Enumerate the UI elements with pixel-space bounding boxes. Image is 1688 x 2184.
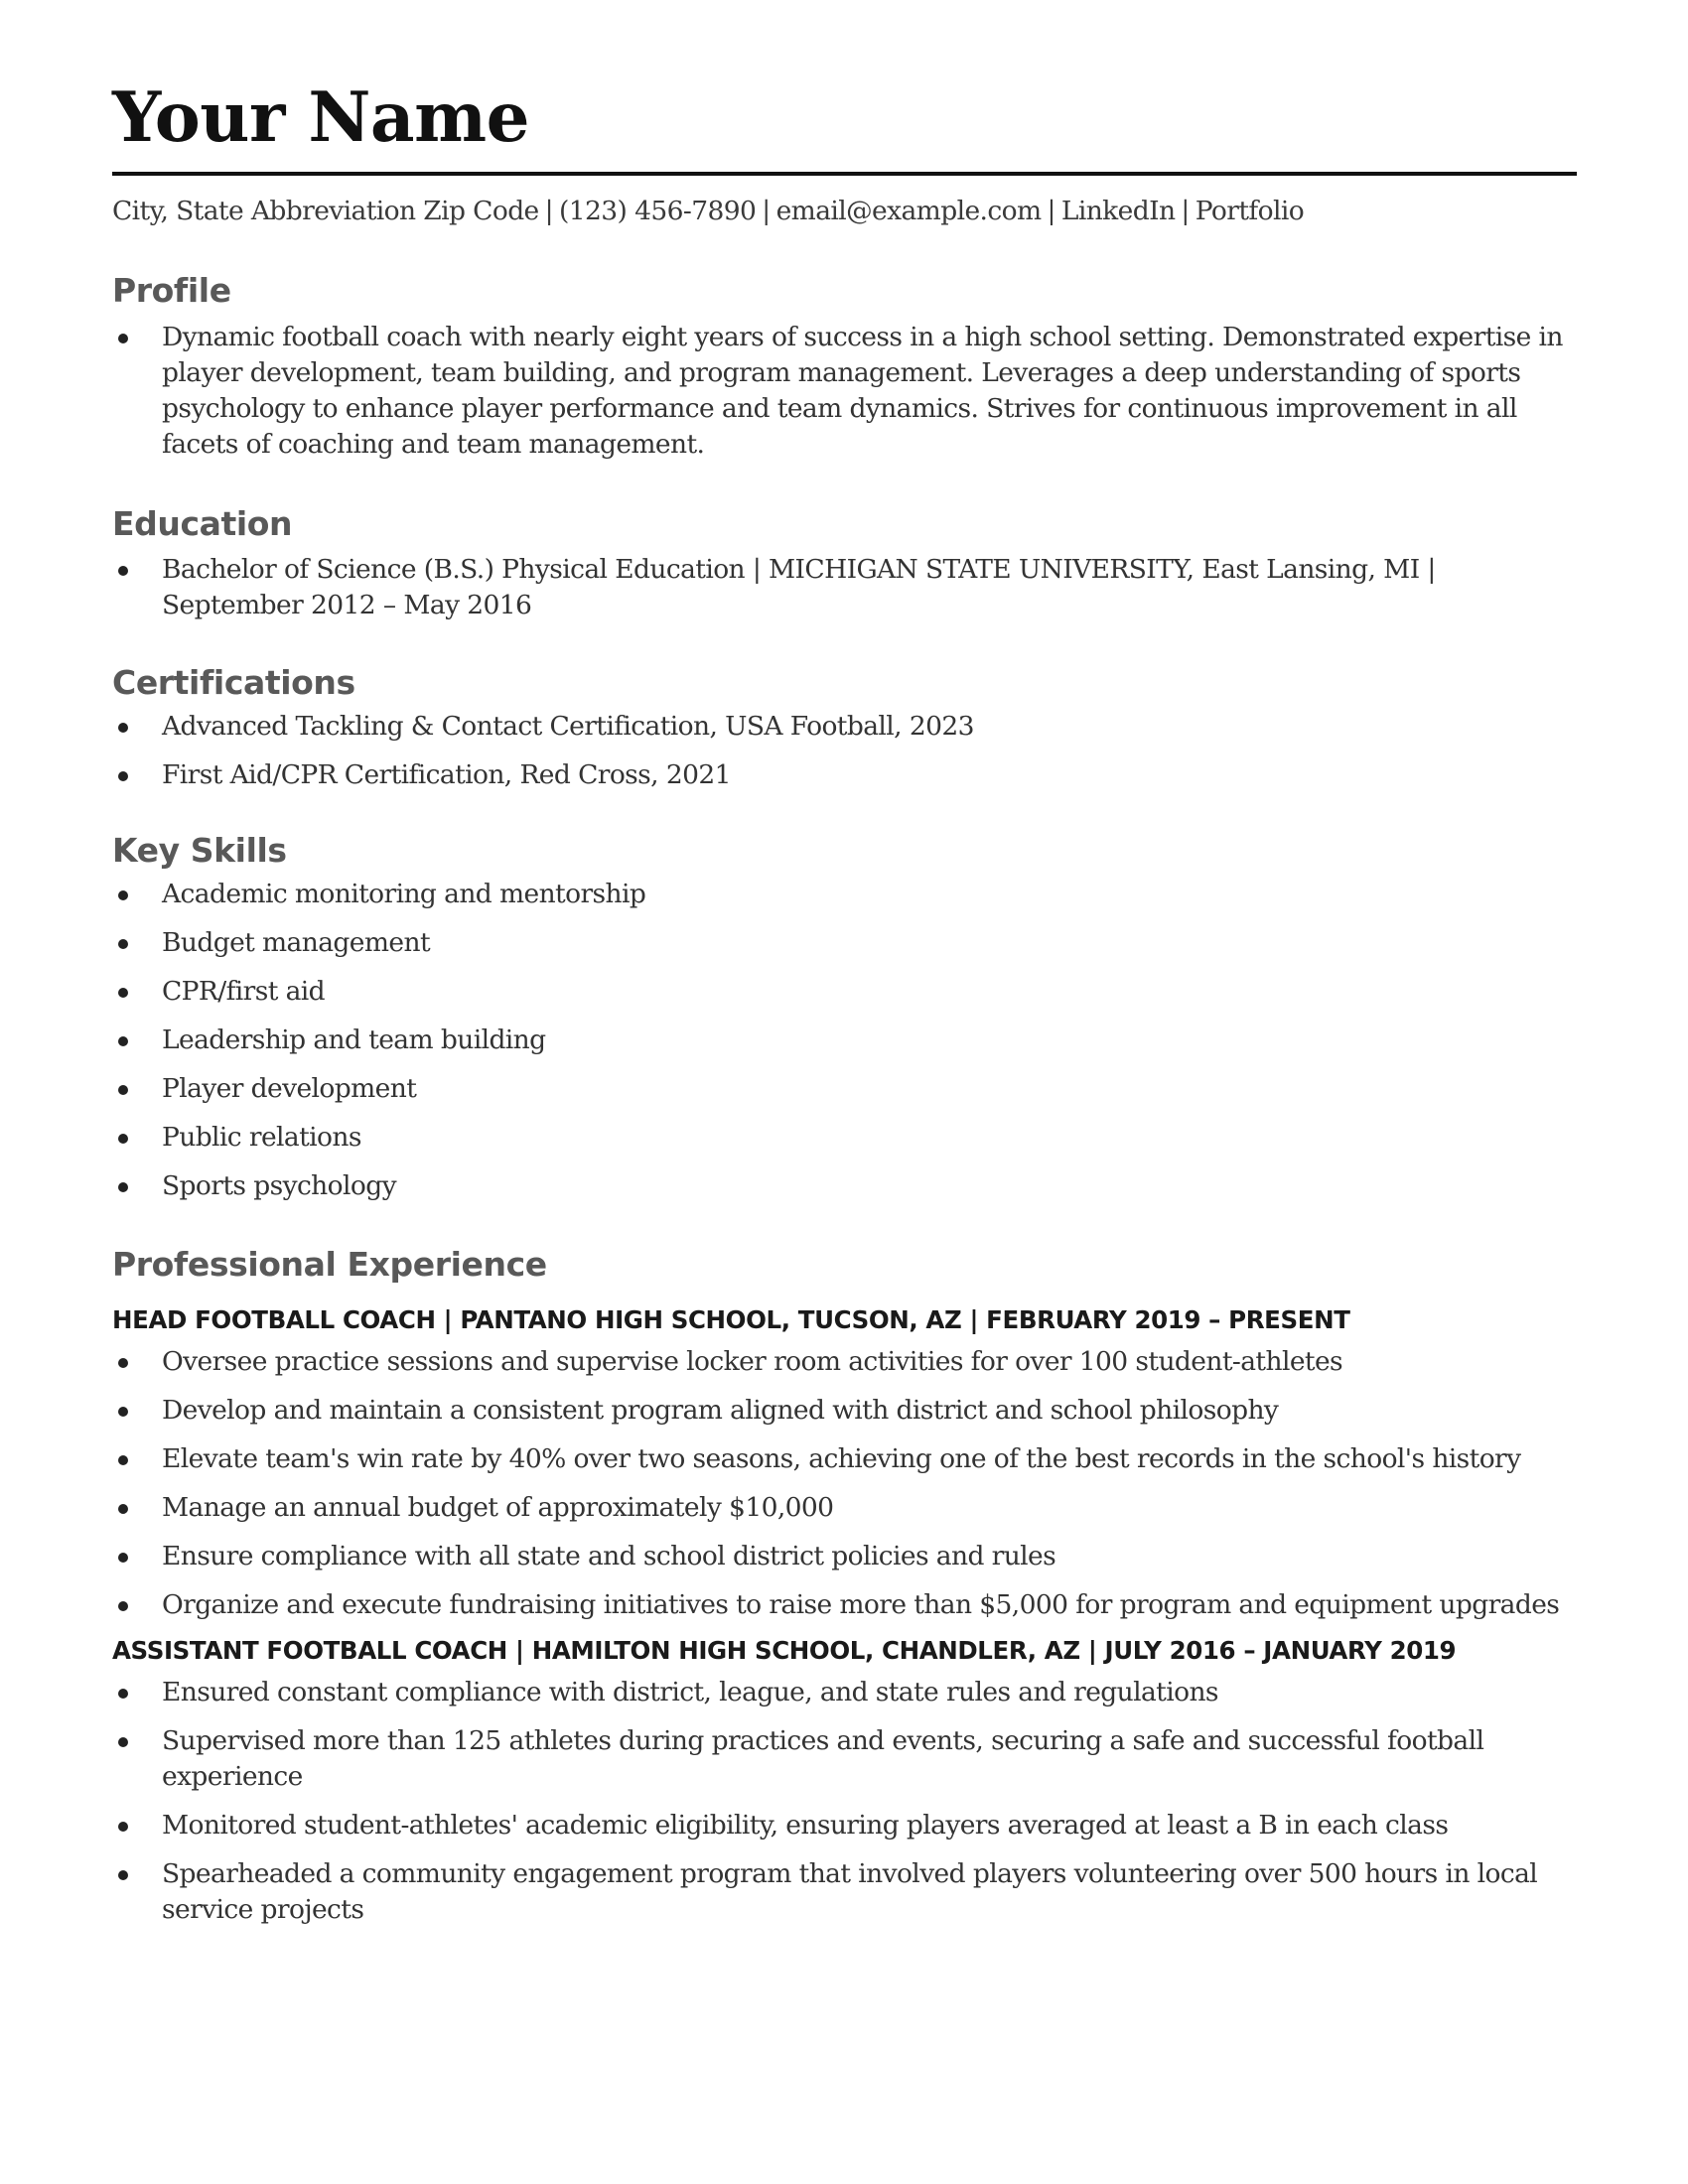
contact-line [112, 196, 1577, 226]
job-duty-text: Ensured constant compliance with district, league, and state rules and regulations [162, 1677, 1218, 1707]
skill-item-text: Sports psychology [162, 1170, 396, 1201]
contact-linkedin-link[interactable]: LinkedIn [1060, 196, 1176, 226]
job-heading: HEAD FOOTBALL COACH | PANTANO HIGH SCHOOL, TUCSON, AZ | FEBRUARY 2019 – PRESENT [112, 1305, 1350, 1334]
header-divider [112, 172, 1577, 176]
job-duty-text: Manage an annual budget of approximately $10,000 [162, 1492, 834, 1523]
contact-phone: (123) 456-7890 [558, 196, 757, 226]
skill-item [112, 925, 1577, 961]
bullet-icon [118, 1134, 128, 1144]
profile-summary-text: Dynamic football coach with nearly eight years of success in a high school setting. Demonstrated expertise in player development, team building, and program management. Leverages a deep understanding of sports psychology to enhance player performance and team dynamics. Strives for continuous improvement in all facets of coaching and team management. [162, 322, 1563, 460]
skill-item-text: Budget management [162, 927, 430, 958]
job-heading: ASSISTANT FOOTBALL COACH | HAMILTON HIGH SCHOOL, CHANDLER, AZ | JULY 2016 – JANUARY 2019 [112, 1636, 1457, 1665]
job-duty-item [112, 1490, 1577, 1526]
resume-name: Your Name [112, 77, 530, 158]
skill-item-text: Player development [162, 1073, 417, 1104]
bullet-icon [118, 1553, 128, 1563]
job-duty-item [112, 1587, 1577, 1623]
skill-item [112, 1023, 1577, 1058]
job-duty-item [112, 1539, 1577, 1574]
job-duties-list [112, 1344, 1577, 1623]
job-duty-item [112, 1441, 1577, 1477]
bullet-icon [118, 771, 128, 781]
skills-list [112, 877, 1577, 1204]
job-duty-item [112, 1393, 1577, 1429]
contact-separator: | [762, 196, 771, 226]
bullet-icon [118, 1689, 128, 1699]
skill-item-text: Academic monitoring and mentorship [162, 879, 646, 909]
certification-item-text: First Aid/CPR Certification, Red Cross, 2021 [162, 759, 731, 790]
skill-item-text: CPR/first aid [162, 976, 326, 1007]
job-duty-item [112, 1808, 1577, 1843]
section-title-profile: Profile [112, 271, 231, 310]
contact-email-link[interactable]: email@example.com [775, 196, 1042, 226]
contact-portfolio-link[interactable]: Portfolio [1195, 196, 1305, 226]
job-duty-text: Ensure compliance with all state and school district policies and rules [162, 1541, 1056, 1571]
certification-item [112, 709, 1577, 745]
job-duty-text: Develop and maintain a consistent program aligned with district and school philosophy [162, 1395, 1279, 1426]
certifications-list [112, 709, 1577, 793]
certification-item-text: Advanced Tackling & Contact Certification, USA Football, 2023 [162, 711, 974, 742]
skill-item [112, 1071, 1577, 1107]
job-duty-item [112, 1723, 1577, 1795]
section-title-experience: Professional Experience [112, 1245, 547, 1284]
skill-item-text: Leadership and team building [162, 1024, 546, 1055]
resume-page [112, 69, 1577, 1941]
contact-separator: | [544, 196, 553, 226]
skill-item [112, 1120, 1577, 1156]
bullet-icon [118, 1504, 128, 1514]
section-title-certifications: Certifications [112, 663, 355, 702]
bullet-icon [118, 988, 128, 998]
skill-item [112, 974, 1577, 1010]
job-duty-item [112, 1344, 1577, 1380]
bullet-icon [118, 1870, 128, 1880]
job-duty-text: Monitored student-athletes' academic eligibility, ensuring players averaged at least a B in each class [162, 1810, 1449, 1841]
certification-item [112, 757, 1577, 793]
bullet-icon [118, 1822, 128, 1832]
bullet-icon [118, 566, 128, 576]
contact-separator: | [1181, 196, 1190, 226]
bullet-icon [118, 1358, 128, 1368]
bullet-icon [118, 939, 128, 949]
contact-address: City, State Abbreviation Zip Code [112, 196, 539, 226]
profile-list [112, 320, 1577, 463]
profile-summary-item [112, 320, 1577, 463]
job-duty-text: Spearheaded a community engagement program that involved players volunteering over 500 hours in local service projects [162, 1858, 1538, 1925]
education-item-text: Bachelor of Science (B.S.) Physical Education | MICHIGAN STATE UNIVERSITY, East Lansing, MI | September 2012 – May 2016 [162, 554, 1436, 620]
bullet-icon [118, 1036, 128, 1046]
education-item [112, 552, 1577, 623]
bullet-icon [118, 723, 128, 733]
job-duty-text: Organize and execute fundraising initiatives to raise more than $5,000 for program and equipment upgrades [162, 1589, 1560, 1620]
bullet-icon [118, 890, 128, 900]
bullet-icon [118, 1601, 128, 1611]
job-duty-item [112, 1675, 1577, 1710]
bullet-icon [118, 334, 128, 343]
section-title-key-skills: Key Skills [112, 831, 287, 870]
job-duty-text: Oversee practice sessions and supervise locker room activities for over 100 student-athletes [162, 1346, 1343, 1377]
skill-item [112, 877, 1577, 912]
skill-item [112, 1168, 1577, 1204]
education-list [112, 552, 1577, 623]
skill-item-text: Public relations [162, 1122, 361, 1153]
job-duty-text: Elevate team's win rate by 40% over two seasons, achieving one of the best records in the school's history [162, 1443, 1521, 1474]
contact-separator: | [1047, 196, 1055, 226]
job-duty-item [112, 1856, 1577, 1928]
bullet-icon [118, 1455, 128, 1465]
section-title-education: Education [112, 504, 293, 543]
bullet-icon [118, 1407, 128, 1417]
job-duties-list [112, 1675, 1577, 1928]
bullet-icon [118, 1085, 128, 1095]
job-duty-text: Supervised more than 125 athletes during practices and events, securing a safe and successful football experience [162, 1725, 1484, 1792]
bullet-icon [118, 1182, 128, 1192]
bullet-icon [118, 1737, 128, 1747]
